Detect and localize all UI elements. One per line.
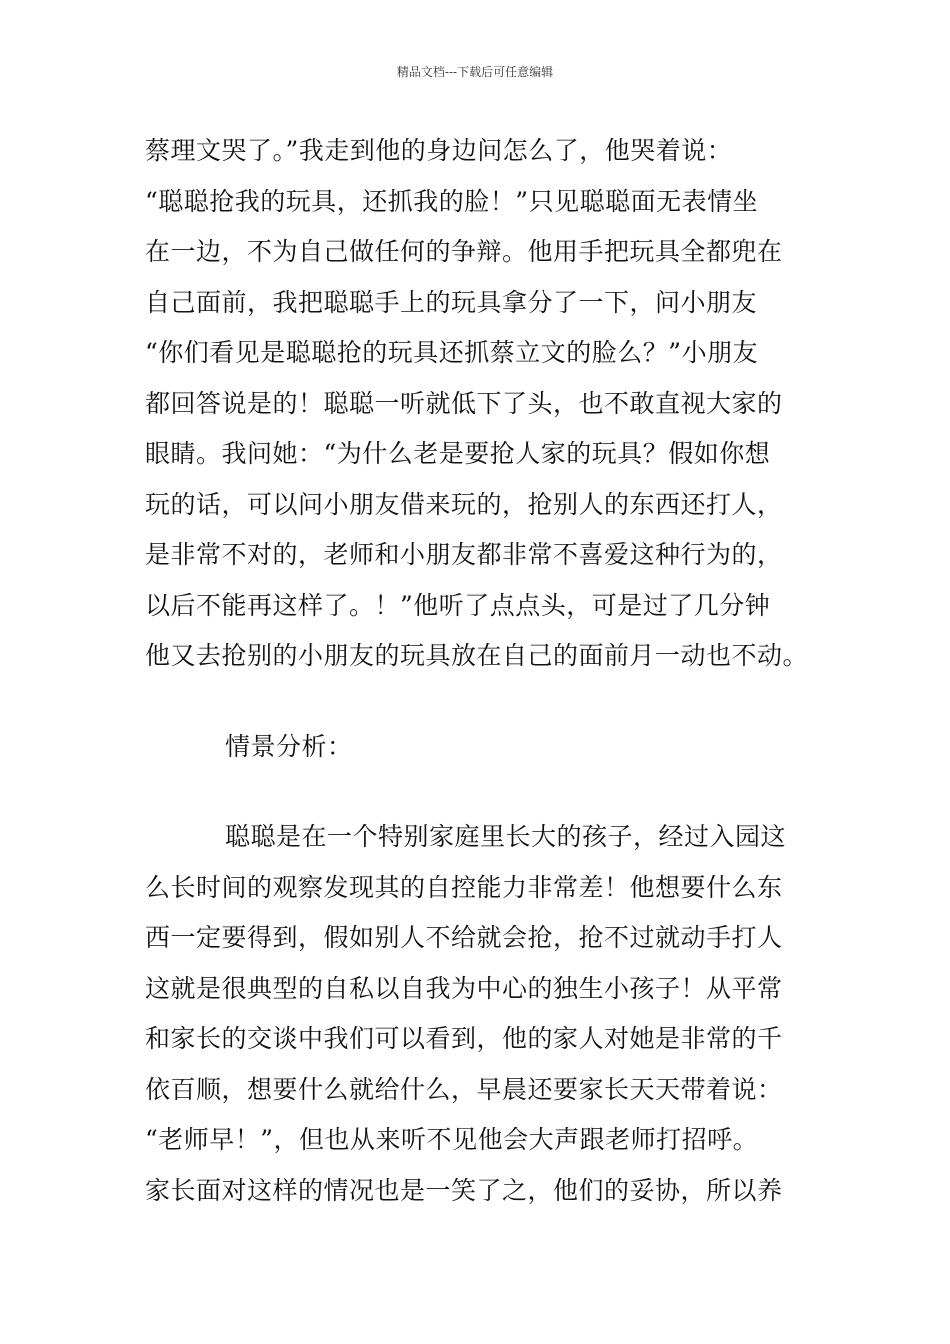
paragraph-line: 聪聪是在一个特别家庭里长大的孩子，经过入园这 [225, 822, 787, 851]
paragraph-line: “你们看见是聪聪抢的玩具还抓蔡立文的脸么？”小朋友 [145, 338, 759, 367]
paragraph-line: 蔡理文哭了。”我走到他的身边问怎么了，他哭着说： [145, 136, 733, 165]
paragraph-line: “老师早！”，但也从来听不见他会大声跟老师打招呼。 [145, 1125, 759, 1154]
story-paragraph [145, 126, 810, 682]
section-heading-text: 情景分析： [225, 731, 353, 761]
paragraph-line: 都回答说是的！聪聪一听就低下了头，也不敢直视大家的 [145, 388, 783, 418]
paragraph-line: 他又去抢别的小朋友的玩具放在自己的面前月一动也不动。 [145, 641, 809, 670]
paragraph-line: 和家长的交谈中我们可以看到，他的家人对她是非常的千 [145, 1024, 783, 1053]
paragraph-line: 玩的话，可以问小朋友借来玩的，抢别人的东西还打人， [145, 489, 783, 519]
paragraph-line: 在一边，不为自己做任何的争辩。他用手把玩具全都兜在 [145, 237, 783, 266]
paragraph-line: 么长时间的观察发现其的自控能力非常差！他想要什么东 [145, 872, 783, 902]
paragraph-line: 家长面对这样的情况也是一笑了之，他们的妥协，所以养 [145, 1175, 783, 1205]
paragraph-line: 以后不能再这样了。！”他听了点点头，可是过了几分钟 [145, 590, 771, 620]
paragraph-line: 西一定要得到，假如别人不给就会抢，抢不过就动手打人 [145, 923, 783, 952]
paragraph-line: 依百顺，想要什么就给什么，早晨还要家长天天带着说： [145, 1074, 783, 1104]
paragraph-line: 眼睛。我问她：“为什么老是要抢人家的玩具？假如你想 [145, 439, 771, 468]
paragraph-line: 是非常不对的，老师和小朋友都非常不喜爱这种行为的， [145, 540, 783, 569]
section-heading [145, 722, 810, 773]
paragraph-gap [145, 772, 810, 812]
paragraph-line: 自己面前，我把聪聪手上的玩具拿分了一下，问小朋友 [145, 287, 758, 317]
paragraph-line: 这就是很典型的自私以自我为中心的独生小孩子！从平常 [145, 973, 783, 1003]
paragraph-gap [145, 682, 810, 722]
analysis-paragraph [145, 812, 810, 1216]
paragraph-line: “聪聪抢我的玩具，还抓我的脸！”只见聪聪面无表情坐 [145, 186, 759, 216]
page-header: 精品文档---下载后可任意编辑 [396, 65, 554, 79]
document-body [145, 126, 810, 1216]
